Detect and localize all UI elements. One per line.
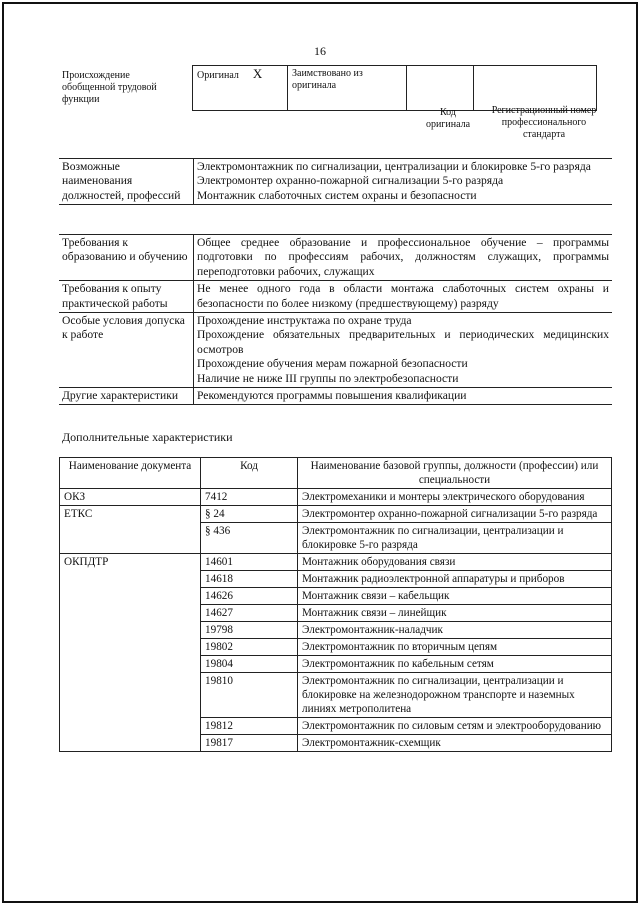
code-cell: 19812 — [201, 718, 298, 735]
code-cell: § 24 — [201, 506, 298, 523]
table-row — [60, 489, 612, 506]
admission-text: Прохождение обязательных предварительных и периодических медицинских осмотров — [197, 328, 609, 356]
code-cell: § 436 — [201, 523, 298, 554]
name-cell: Монтажник связи – кабельщик — [298, 588, 612, 605]
doc-cell — [60, 605, 201, 622]
borrowed-label: Заимствовано из оригинала — [292, 68, 363, 91]
additional-table — [59, 457, 612, 752]
table-row — [60, 622, 612, 639]
experience-label: Требования к опыту практической работы — [59, 281, 194, 313]
requirements-table — [59, 234, 612, 405]
other-text: Рекомендуются программы повышения квалификации — [197, 389, 467, 403]
code-cell: 14626 — [201, 588, 298, 605]
doc-cell: ЕТКС — [60, 506, 201, 523]
education-text: Общее среднее образование и профессиональное обучение – программы подготовки по профессиям рабочих, должностям служащих, программы переподготовки рабочих, служащих — [197, 236, 609, 278]
col-header-name: Наименование базовой группы, должности (профессии) или специальности — [298, 458, 612, 489]
code-cell: 14618 — [201, 571, 298, 588]
positions-table — [59, 158, 612, 205]
position-line: Электромонтер охранно-пожарной сигнализации 5-го разряда — [197, 174, 504, 188]
name-cell: Электромонтажник по кабельным сетям — [298, 656, 612, 673]
table-row — [60, 735, 612, 752]
name-cell: Электромонтажник по сигнализации, централизации и блокировке на железнодорожном транспорте и наземных линиях метрополитена — [298, 673, 612, 718]
original-mark: X — [252, 66, 263, 81]
position-line: Электромонтажник по сигнализации, централизации и блокировке 5-го разряда — [197, 160, 591, 173]
original-cell — [193, 66, 288, 111]
admission-text: Наличие не ниже III группы по электробезопасности — [197, 371, 459, 385]
positions-value — [194, 159, 613, 205]
education-value — [194, 235, 613, 281]
experience-value — [194, 281, 613, 313]
education-label: Требования к образованию и обучению — [59, 235, 194, 281]
code-cell: 19804 — [201, 656, 298, 673]
doc-cell — [60, 718, 201, 735]
name-cell: Монтажник радиоэлектронной аппаратуры и приборов — [298, 571, 612, 588]
table-row — [60, 523, 612, 554]
experience-row — [59, 281, 612, 313]
original-label: Оригинал — [197, 70, 239, 81]
code-cell — [407, 66, 474, 111]
doc-cell — [60, 673, 201, 718]
other-label: Другие характеристики — [59, 388, 194, 405]
admission-value — [194, 313, 613, 388]
additional-header-row — [60, 458, 612, 489]
table-row — [60, 571, 612, 588]
table-row — [60, 718, 612, 735]
doc-cell — [60, 588, 201, 605]
doc-cell — [60, 571, 201, 588]
education-row — [59, 235, 612, 281]
table-row — [60, 656, 612, 673]
name-cell: Монтажник связи – линейщик — [298, 605, 612, 622]
page-number: 16 — [314, 44, 326, 58]
table-row — [60, 588, 612, 605]
col-header-document: Наименование документа — [60, 458, 201, 489]
table-row — [60, 554, 612, 571]
position-line: Монтажник слаботочных систем охраны и безопасности — [197, 188, 477, 202]
doc-cell — [60, 656, 201, 673]
doc-cell — [60, 523, 201, 554]
reg-number-caption: Регистрационный номер профессионального стандарта — [491, 105, 597, 140]
name-cell: Электромонтажник по вторичным цепям — [298, 639, 612, 656]
admission-text: Прохождение инструктажа по охране труда — [197, 314, 412, 328]
table-row — [60, 639, 612, 656]
other-value — [194, 388, 613, 405]
code-cell: 19798 — [201, 622, 298, 639]
code-caption: Код оригинала — [425, 107, 471, 130]
additional-title: Дополнительные характеристики — [62, 430, 233, 444]
name-cell: Электромонтажник-схемщик — [298, 735, 612, 752]
admission-text: Прохождение обучения мерам пожарной безопасности — [197, 357, 468, 371]
code-cell: 19802 — [201, 639, 298, 656]
positions-label: Возможные наименования должностей, профессий — [59, 159, 194, 205]
code-cell: 14601 — [201, 554, 298, 571]
table-row — [60, 506, 612, 523]
name-cell: Электромеханики и монтеры электрического оборудования — [298, 489, 612, 506]
code-cell: 19817 — [201, 735, 298, 752]
code-cell: 19810 — [201, 673, 298, 718]
doc-cell: ОКПДТР — [60, 554, 201, 571]
experience-text: Не менее одного года в области монтажа слаботочных систем охраны и безопасности по более низкому (предшествующему) разряду — [197, 282, 609, 310]
name-cell: Электромонтер охранно-пожарной сигнализации 5-го разряда — [298, 506, 612, 523]
borrowed-cell — [288, 66, 407, 111]
doc-cell: ОКЗ — [60, 489, 201, 506]
doc-cell — [60, 735, 201, 752]
col-header-code: Код — [201, 458, 298, 489]
table-row — [60, 605, 612, 622]
table-row — [60, 673, 612, 718]
name-cell: Монтажник оборудования связи — [298, 554, 612, 571]
origin-label: Происхождение обобщенной трудовой функции — [62, 70, 157, 105]
code-cell: 14627 — [201, 605, 298, 622]
admission-label: Особые условия допуска к работе — [59, 313, 194, 388]
name-cell: Электромонтажник по силовым сетям и электрооборудованию — [298, 718, 612, 735]
name-cell: Электромонтажник по сигнализации, централизации и блокировке 5-го разряда — [298, 523, 612, 554]
reg-number-cell — [474, 66, 597, 111]
other-row — [59, 388, 612, 405]
doc-cell — [60, 639, 201, 656]
code-cell: 7412 — [201, 489, 298, 506]
doc-cell — [60, 622, 201, 639]
name-cell: Электромонтажник-наладчик — [298, 622, 612, 639]
admission-row — [59, 313, 612, 388]
